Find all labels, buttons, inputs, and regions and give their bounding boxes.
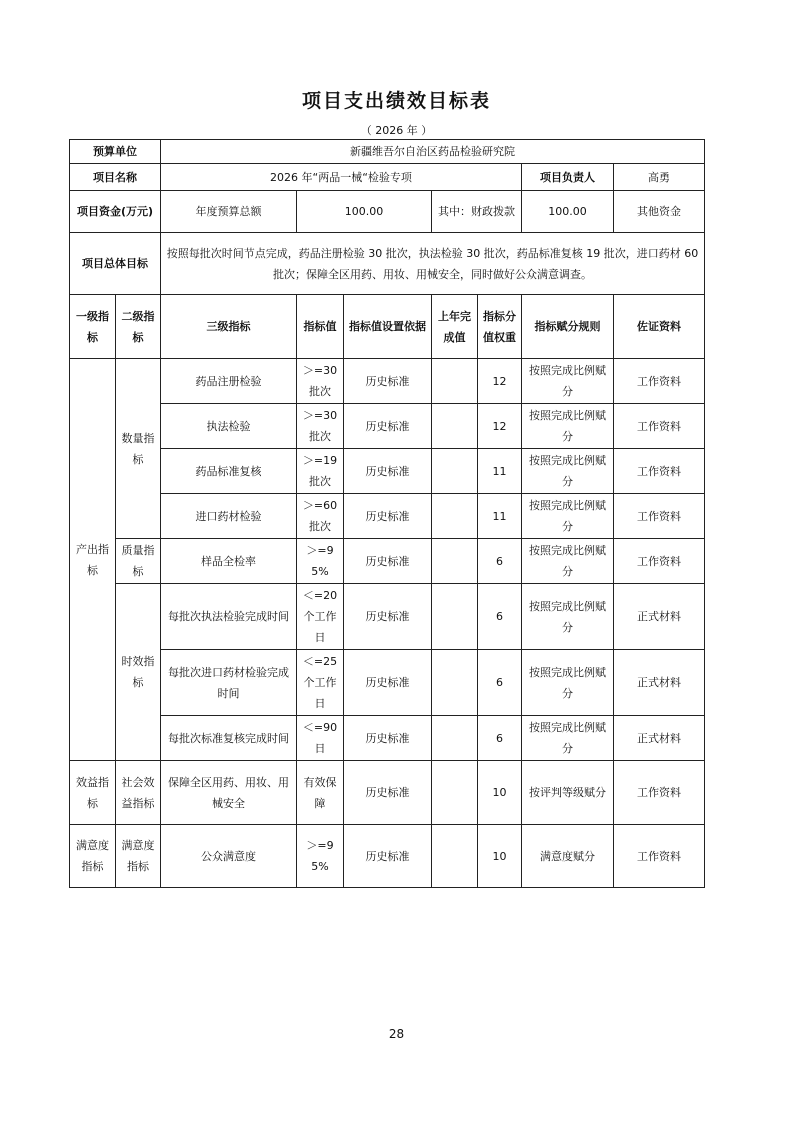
row-last-year — [432, 359, 478, 404]
col-basis: 指标值设置依据 — [344, 295, 432, 359]
row-evidence: 工作资料 — [614, 761, 705, 825]
funds-label: 项目资金(万元) — [70, 191, 161, 233]
performance-table — [69, 139, 705, 888]
other-funds-label: 其他资金 — [614, 191, 705, 233]
row-rule: 按照完成比例赋分 — [522, 449, 614, 494]
row-basis: 历史标准 — [344, 584, 432, 650]
row-last-year — [432, 539, 478, 584]
year-subtitle: （ 2026 年 ） — [360, 124, 433, 137]
col-value: 指标值 — [297, 295, 344, 359]
row-last-year — [432, 825, 478, 888]
row-rule: 按照完成比例赋分 — [522, 359, 614, 404]
row-last-year — [432, 761, 478, 825]
row-rule: 按照完成比例赋分 — [522, 716, 614, 761]
row-value: ＞=60批次 — [297, 494, 344, 539]
row-weight: 12 — [478, 359, 522, 404]
row-weight: 6 — [478, 539, 522, 584]
budget-unit-label: 预算单位 — [70, 140, 161, 164]
row-basis: 历史标准 — [344, 825, 432, 888]
row-name: 保障全区用药、用妆、用械安全 — [161, 761, 297, 825]
row-name: 执法检验 — [161, 404, 297, 449]
row-value: ＞=19批次 — [297, 449, 344, 494]
group-benefit: 效益指标 — [70, 761, 116, 825]
group-social-benefit: 社会效益指标 — [116, 761, 161, 825]
project-name-label: 项目名称 — [70, 164, 161, 191]
row-value: ＞=95% — [297, 825, 344, 888]
fiscal-value: 100.00 — [522, 191, 614, 233]
row-evidence: 工作资料 — [614, 825, 705, 888]
row-last-year — [432, 449, 478, 494]
row-weight: 10 — [478, 761, 522, 825]
row-weight: 10 — [478, 825, 522, 888]
page-title: 项目支出绩效目标表 — [301, 90, 491, 112]
row-rule: 按照完成比例赋分 — [522, 584, 614, 650]
funds-row — [70, 191, 705, 233]
row-last-year — [432, 716, 478, 761]
row-value: 有效保障 — [297, 761, 344, 825]
row-value: ＞=30批次 — [297, 359, 344, 404]
group-satisfaction: 满意度指标 — [70, 825, 116, 888]
table-row — [70, 761, 705, 825]
row-last-year — [432, 494, 478, 539]
table-row — [70, 359, 705, 404]
table-row — [70, 404, 705, 449]
group-output: 产出指标 — [70, 359, 116, 761]
row-name: 进口药材检验 — [161, 494, 297, 539]
row-rule: 按照完成比例赋分 — [522, 650, 614, 716]
row-weight: 11 — [478, 449, 522, 494]
row-weight: 6 — [478, 650, 522, 716]
row-name: 每批次标准复核完成时间 — [161, 716, 297, 761]
row-value: ＜=20个工作日 — [297, 584, 344, 650]
project-name-row — [70, 164, 705, 191]
row-basis: 历史标准 — [344, 650, 432, 716]
row-evidence: 正式材料 — [614, 584, 705, 650]
row-basis: 历史标准 — [344, 761, 432, 825]
group-quality: 质量指标 — [116, 539, 161, 584]
col-last-year: 上年完成值 — [432, 295, 478, 359]
row-evidence: 正式材料 — [614, 650, 705, 716]
annual-budget-label: 年度预算总额 — [161, 191, 297, 233]
col-level2: 二级指标 — [116, 295, 161, 359]
row-rule: 按评判等级赋分 — [522, 761, 614, 825]
row-weight: 6 — [478, 584, 522, 650]
row-name: 药品注册检验 — [161, 359, 297, 404]
row-weight: 11 — [478, 494, 522, 539]
row-rule: 满意度赋分 — [522, 825, 614, 888]
table-row — [70, 825, 705, 888]
row-evidence: 正式材料 — [614, 716, 705, 761]
table-row — [70, 539, 705, 584]
row-last-year — [432, 404, 478, 449]
row-name: 公众满意度 — [161, 825, 297, 888]
row-last-year — [432, 584, 478, 650]
row-evidence: 工作资料 — [614, 449, 705, 494]
goal-row — [70, 233, 705, 295]
project-leader-value: 高勇 — [614, 164, 705, 191]
goal-label: 项目总体目标 — [70, 233, 161, 295]
row-basis: 历史标准 — [344, 404, 432, 449]
row-rule: 按照完成比例赋分 — [522, 539, 614, 584]
col-weight: 指标分值权重 — [478, 295, 522, 359]
row-name: 药品标准复核 — [161, 449, 297, 494]
row-basis: 历史标准 — [344, 716, 432, 761]
table-row — [70, 584, 705, 650]
project-name-value: 2026 年“两品一械“检验专项 — [161, 164, 522, 191]
group-quantity: 数量指标 — [116, 359, 161, 539]
col-evidence: 佐证资料 — [614, 295, 705, 359]
row-evidence: 工作资料 — [614, 494, 705, 539]
row-value: ＜=25个工作日 — [297, 650, 344, 716]
col-level3: 三级指标 — [161, 295, 297, 359]
row-rule: 按照完成比例赋分 — [522, 494, 614, 539]
column-header-row — [70, 295, 705, 359]
row-basis: 历史标准 — [344, 494, 432, 539]
project-leader-label: 项目负责人 — [522, 164, 614, 191]
row-weight: 12 — [478, 404, 522, 449]
row-value: ＞=95% — [297, 539, 344, 584]
row-name: 样品全检率 — [161, 539, 297, 584]
table-row — [70, 449, 705, 494]
budget-unit-row — [70, 140, 705, 164]
fiscal-label: 其中：财政拨款 — [432, 191, 522, 233]
annual-budget-value: 100.00 — [297, 191, 432, 233]
row-name: 每批次执法检验完成时间 — [161, 584, 297, 650]
row-basis: 历史标准 — [344, 449, 432, 494]
col-level1: 一级指标 — [70, 295, 116, 359]
row-basis: 历史标准 — [344, 359, 432, 404]
table-row — [70, 650, 705, 716]
page-number: 28 — [388, 1027, 405, 1041]
row-last-year — [432, 650, 478, 716]
row-evidence: 工作资料 — [614, 359, 705, 404]
row-basis: 历史标准 — [344, 539, 432, 584]
goal-value: 按照每批次时间节点完成，药品注册检验 30 批次，执法检验 30 批次，药品标准复核 19 批次，进口药材 60 批次；保障全区用药、用妆、用械安全，同时做好公众满意调查。 — [161, 233, 705, 295]
group-timeliness: 时效指标 — [116, 584, 161, 761]
table-row — [70, 716, 705, 761]
row-value: ＞=30批次 — [297, 404, 344, 449]
row-name: 每批次进口药材检验完成时间 — [161, 650, 297, 716]
group-satisfaction-sub: 满意度指标 — [116, 825, 161, 888]
row-evidence: 工作资料 — [614, 539, 705, 584]
row-weight: 6 — [478, 716, 522, 761]
col-rule: 指标赋分规则 — [522, 295, 614, 359]
row-rule: 按照完成比例赋分 — [522, 404, 614, 449]
budget-unit-value: 新疆维吾尔自治区药品检验研究院 — [161, 140, 705, 164]
row-evidence: 工作资料 — [614, 404, 705, 449]
table-row — [70, 494, 705, 539]
row-value: ＜=90日 — [297, 716, 344, 761]
